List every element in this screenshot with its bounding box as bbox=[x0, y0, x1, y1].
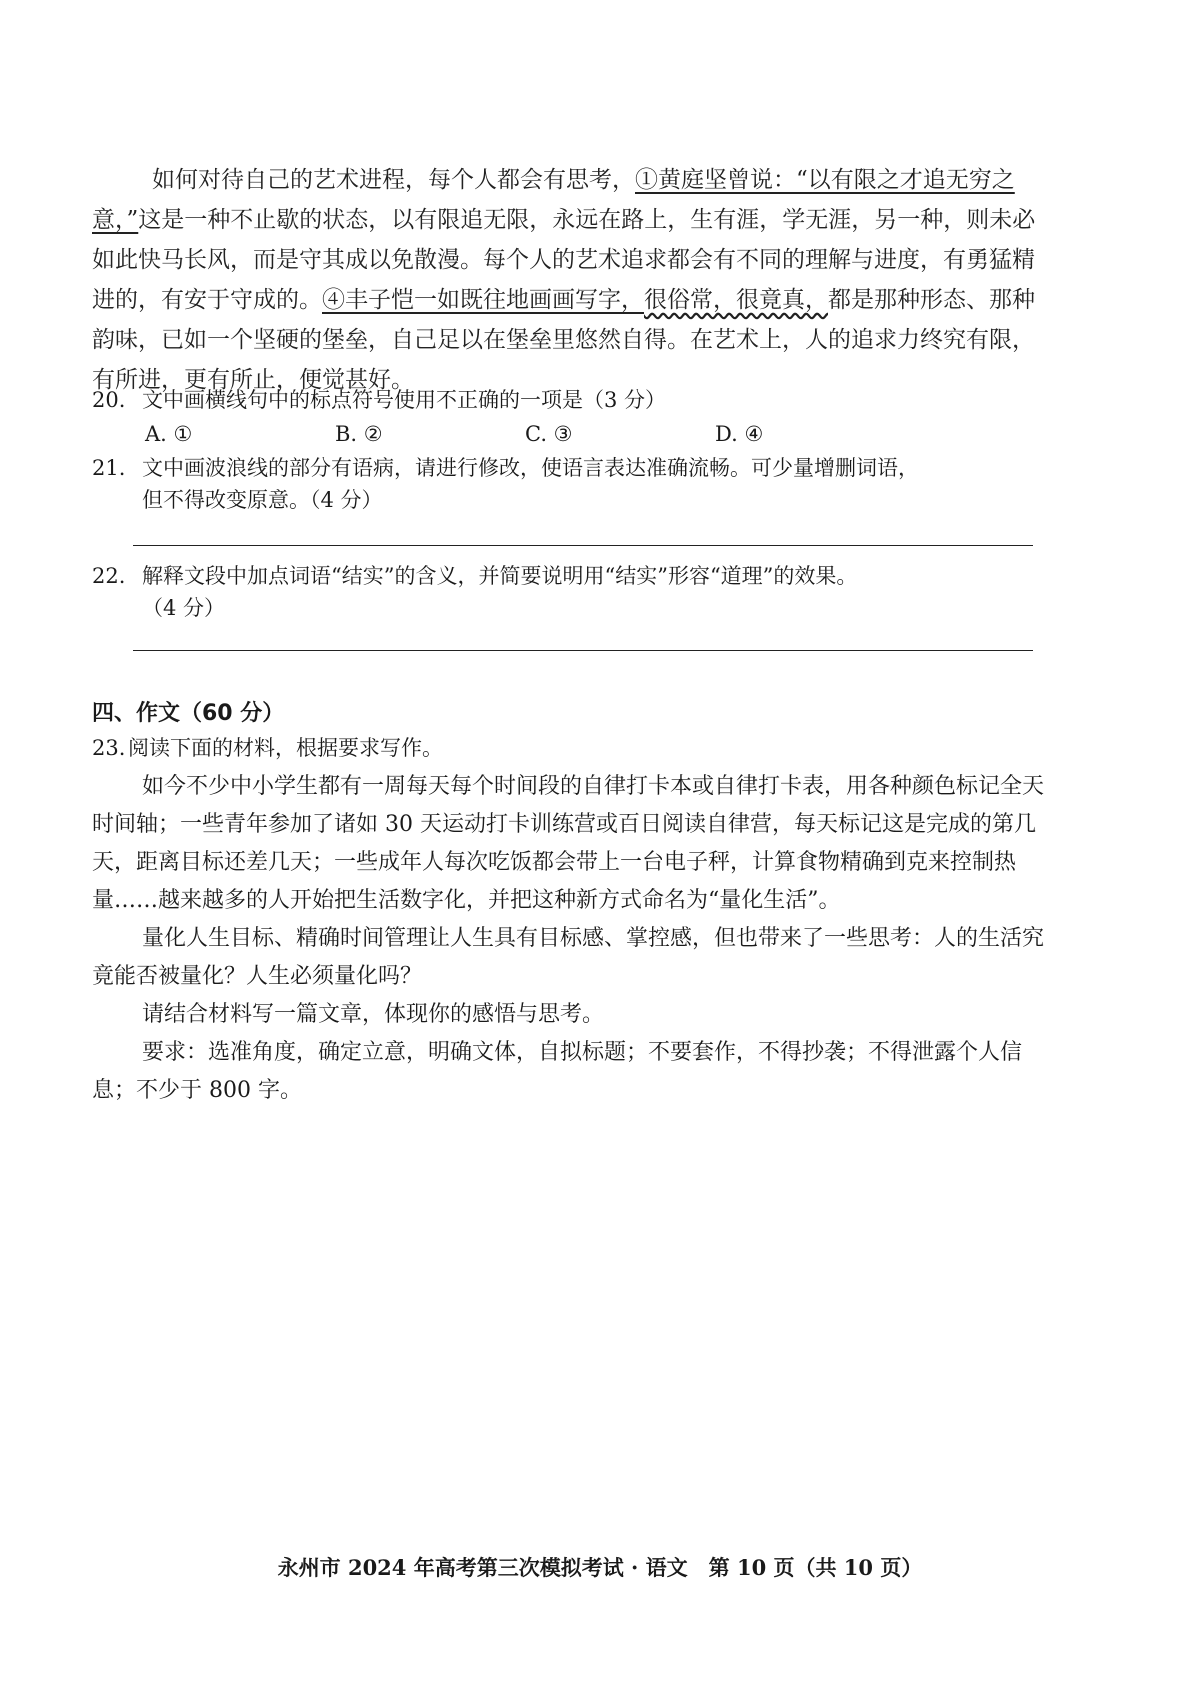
page-footer: 永州市 2024 年高考第三次模拟考试 · 语文 第 10 页（共 10 页） bbox=[277, 1555, 923, 1580]
option-b: B. ② bbox=[335, 422, 383, 446]
question-text: 文中画波浪线的部分有语病，请进行修改，使语言表达准确流畅。可少量增删词语， bbox=[142, 456, 919, 480]
question-text: 但不得改变原意。（4 分） bbox=[142, 488, 383, 512]
passage-text: 这是一种不止歇的状态，以有限追无限，永远在路上，生有涯，学无涯，另一种，则未必如此快马长风，而是守其成以免散漫。每个人的艺术追求都会有不同的理解与进度，有勇猛精进的，有安于守成的。 bbox=[92, 207, 1036, 313]
question-20 bbox=[92, 384, 666, 416]
answer-line-21 bbox=[133, 545, 1033, 546]
essay-material bbox=[92, 768, 1047, 1110]
question-intro: 阅读下面的材料，根据要求写作。 bbox=[128, 736, 443, 760]
underlined-sentence-1: ①黄庭坚曾说：“以有限之才追无穷之意，” bbox=[92, 167, 1015, 233]
requirements-paragraph: 要求：选准角度，确定立意，明确文体，自拟标题；不要套作，不得抄袭；不得泄露个人信息；不少于 800 字。 bbox=[92, 1040, 1023, 1103]
material-paragraph: 请结合材料写一篇文章，体现你的感悟与思考。 bbox=[142, 1002, 605, 1027]
question-20-options bbox=[145, 422, 905, 446]
underlined-sentence-4: ④丰子恺一如既往地画画写字， bbox=[322, 287, 644, 313]
wavy-underlined-phrase: 很俗常，很竟真， bbox=[644, 287, 828, 313]
question-23 bbox=[92, 732, 443, 764]
question-number: 23. bbox=[92, 736, 126, 760]
passage-paragraph bbox=[92, 160, 1047, 400]
question-text: （4 分） bbox=[142, 596, 226, 620]
option-a: A. ① bbox=[145, 422, 193, 446]
section-title-essay: 四、作文（60 分） bbox=[92, 701, 285, 726]
material-paragraph: 如今不少中小学生都有一周每天每个时间段的自律打卡本或自律打卡表，用各种颜色标记全天时间轴；一些青年参加了诸如 30 天运动打卡训练营或百日阅读自律营，每天标记这是完成的第几天，距离目标还差几天；一些成年人每次吃饭都会带上一台电子秤，计算食物精确到克来控制热量……越来越多的人开始把生活数字化，并把这种新方式命名为“量化生活”。 bbox=[92, 774, 1045, 913]
answer-line-22 bbox=[133, 650, 1033, 651]
question-number: 22. bbox=[92, 564, 126, 588]
question-21 bbox=[92, 452, 919, 516]
question-22 bbox=[92, 560, 857, 624]
question-text: 文中画横线句中的标点符号使用不正确的一项是（3 分） bbox=[142, 388, 667, 412]
question-number: 21. bbox=[92, 456, 126, 480]
passage-text: 都是那种形态、那种韵味，已如一个坚硬的堡垒，自己足以在堡垒里悠然自得。在艺术上，人的追求力终究有限，有所进，更有所止，便觉甚好。 bbox=[92, 287, 1035, 393]
question-text: 解释文段中加点词语“结实”的含义，并简要说明用“结实”形容“道理”的效果。 bbox=[142, 564, 858, 588]
passage bbox=[92, 160, 1047, 400]
question-number: 20. bbox=[92, 388, 126, 412]
option-d: D. ④ bbox=[715, 422, 764, 446]
option-c: C. ③ bbox=[525, 422, 573, 446]
material-paragraph: 量化人生目标、精确时间管理让人生具有目标感、掌控感，但也带来了一些思考：人的生活究竟能否被量化？人生必须量化吗？ bbox=[92, 926, 1045, 989]
passage-text: 如何对待自己的艺术进程，每个人都会有思考， bbox=[152, 167, 635, 193]
